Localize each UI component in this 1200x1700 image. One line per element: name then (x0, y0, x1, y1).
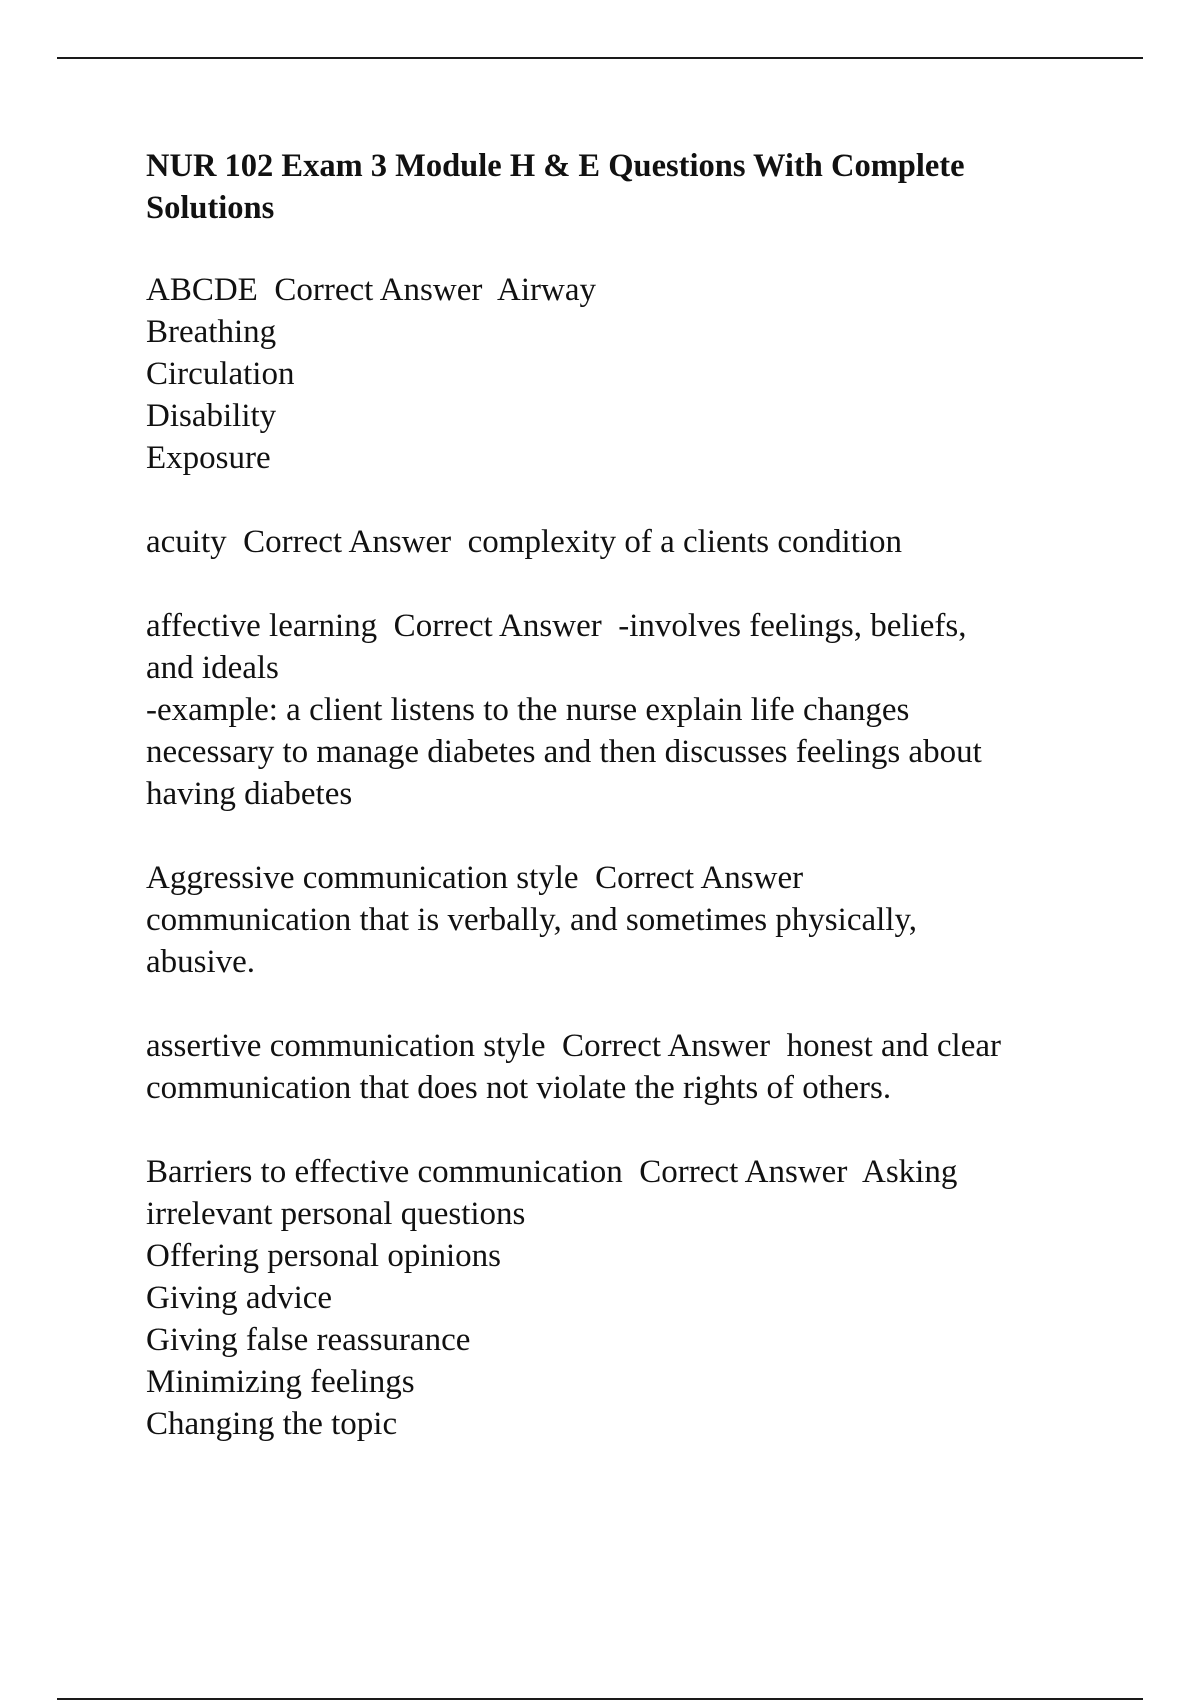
entry-line: Offering personal opinions (146, 1238, 501, 1274)
qa-entry-assertive-communication (146, 1025, 1106, 1109)
entry-line: assertive communication style Correct Answer honest and clear (146, 1028, 1001, 1064)
entry-line: communication that is verbally, and sometimes physically, (146, 902, 918, 938)
entry-line: Minimizing feelings (146, 1364, 415, 1400)
qa-entry-aggressive-communication (146, 857, 1106, 983)
qa-entry-acuity (146, 521, 1106, 563)
entry-line: affective learning Correct Answer -involves feelings, beliefs, (146, 608, 967, 644)
title-line: NUR 102 Exam 3 Module H & E Questions With Complete (146, 148, 965, 184)
entry-line: -example: a client listens to the nurse explain life changes (146, 692, 910, 728)
entry-line: Changing the topic (146, 1406, 398, 1442)
entry-line: abusive. (146, 944, 256, 980)
entry-line: Giving false reassurance (146, 1322, 471, 1358)
entry-line: acuity Correct Answer complexity of a clients condition (146, 524, 903, 560)
entry-line: Disability (146, 398, 277, 434)
entry-line: irrelevant personal questions (146, 1196, 526, 1232)
entry-line: ABCDE Correct Answer Airway (146, 272, 597, 308)
header-rule (57, 57, 1143, 59)
qa-entry-abcde (146, 269, 1106, 479)
qa-entry-barriers-to-communication (146, 1151, 1106, 1445)
entry-line: Aggressive communication style Correct Answer (146, 860, 804, 896)
entry-line: having diabetes (146, 776, 353, 812)
title-line: Solutions (146, 190, 275, 226)
entry-line: Giving advice (146, 1280, 333, 1316)
entry-line: necessary to manage diabetes and then discusses feelings about (146, 734, 982, 770)
entry-line: Circulation (146, 356, 295, 392)
qa-entry-affective-learning (146, 605, 1106, 815)
entry-line: and ideals (146, 650, 279, 686)
entry-line: Breathing (146, 314, 277, 350)
document-body (146, 145, 1106, 1487)
entry-line: Barriers to effective communication Correct Answer Asking (146, 1154, 958, 1190)
document-title (146, 145, 1106, 229)
entry-line: communication that does not violate the rights of others. (146, 1070, 892, 1106)
entry-line: Exposure (146, 440, 271, 476)
